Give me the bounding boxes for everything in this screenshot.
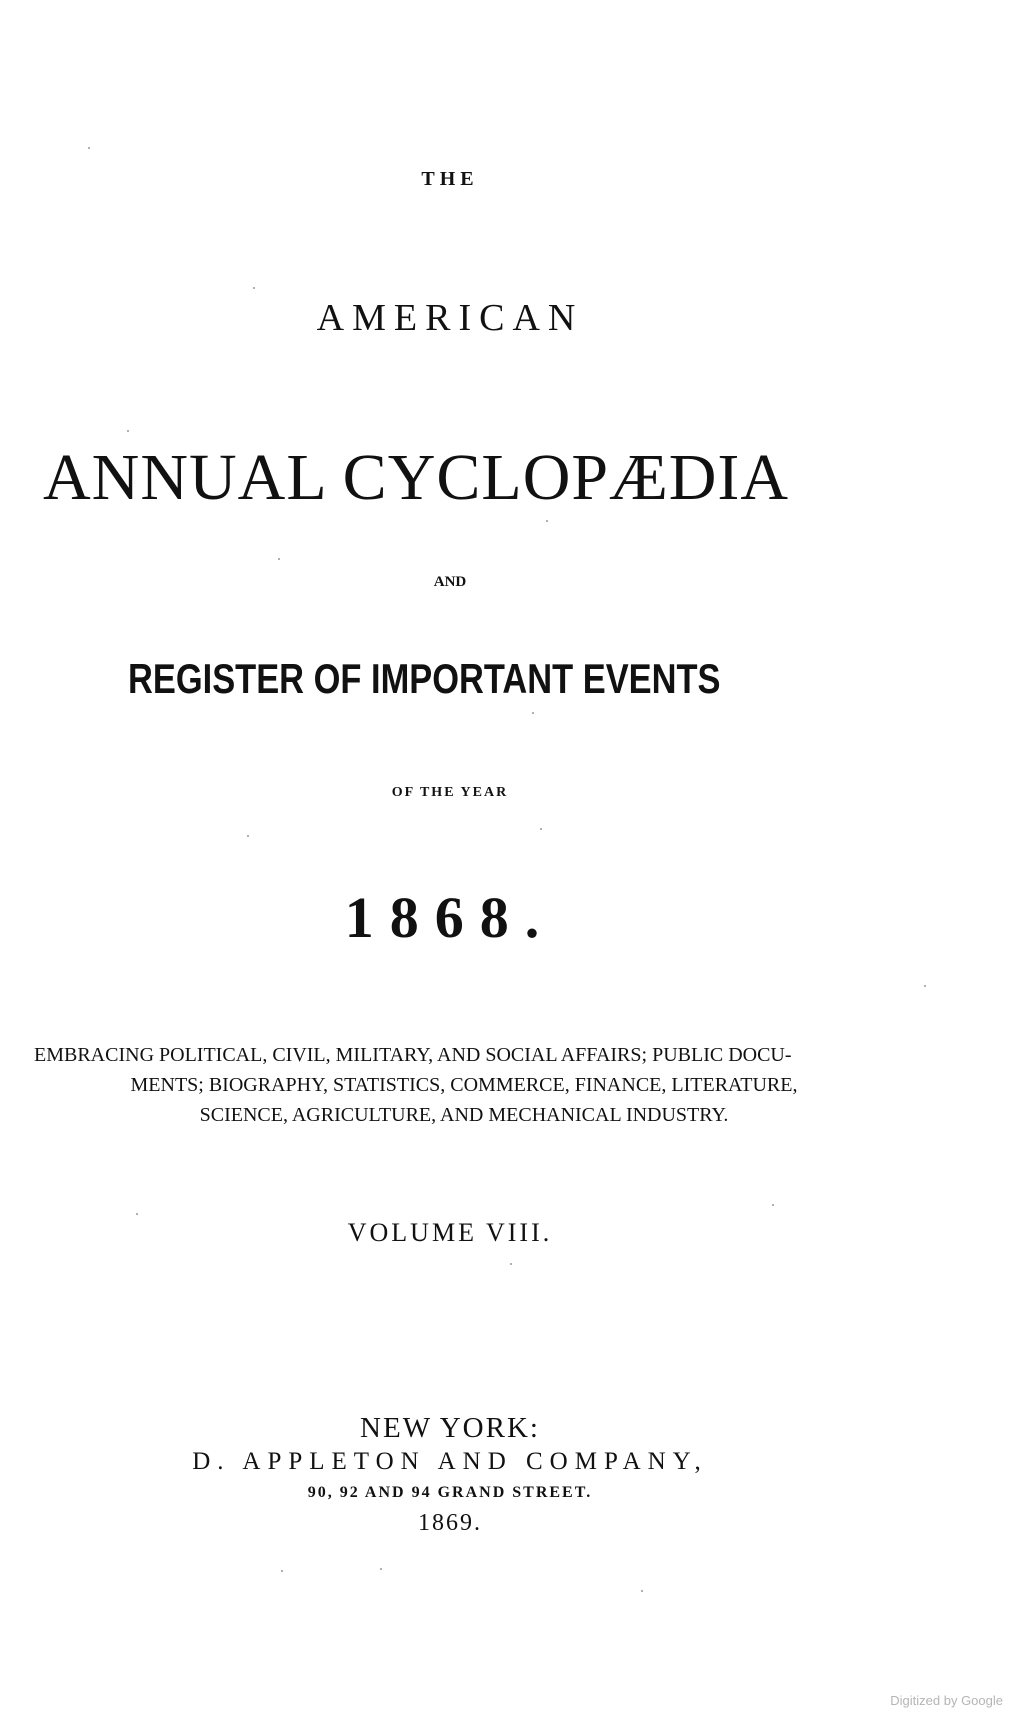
scan-speck (641, 1590, 643, 1592)
scan-speck (127, 430, 129, 432)
title-and: AND (433, 574, 467, 590)
subtitle-register: REGISTER OF IMPORTANT EVENTS (128, 655, 721, 702)
scan-speck (924, 985, 926, 987)
title-year: 1868. (344, 885, 556, 950)
imprint-publisher: D. APPLETON AND COMPANY, (192, 1448, 708, 1475)
description-line-1: EMBRACING POLITICAL, CIVIL, MILITARY, AND SOCIAL AFFAIRS; PUBLIC DOCU- (34, 1044, 792, 1066)
main-title: ANNUAL CYCLOPÆDIA (43, 441, 790, 514)
scan-speck (510, 1263, 512, 1265)
scan-speck (253, 287, 255, 289)
scan-speck (532, 712, 534, 714)
volume-number: VOLUME VIII. (347, 1218, 553, 1247)
scan-speck (546, 520, 548, 522)
title-the: THE (421, 168, 479, 190)
description-line-2: MENTS; BIOGRAPHY, STATISTICS, COMMERCE, FINANCE, LITERATURE, (130, 1074, 798, 1096)
scan-speck (247, 835, 249, 837)
digitized-watermark: Digitized by Google (890, 1693, 1003, 1708)
scan-speck (380, 1568, 382, 1570)
scan-speck (88, 147, 90, 149)
title-american: AMERICAN (316, 297, 584, 339)
scan-speck (136, 1213, 138, 1215)
imprint-address: 90, 92 AND 94 GRAND STREET. (307, 1484, 593, 1501)
imprint-city: NEW YORK: (360, 1412, 540, 1444)
scan-speck (278, 558, 280, 560)
scan-speck (281, 1570, 283, 1572)
scan-speck (540, 828, 542, 830)
scan-speck (772, 1204, 774, 1206)
description-line-3: SCIENCE, AGRICULTURE, AND MECHANICAL INDUSTRY. (199, 1104, 729, 1126)
imprint-year: 1869. (418, 1510, 482, 1536)
year-label: OF THE YEAR (391, 785, 509, 800)
